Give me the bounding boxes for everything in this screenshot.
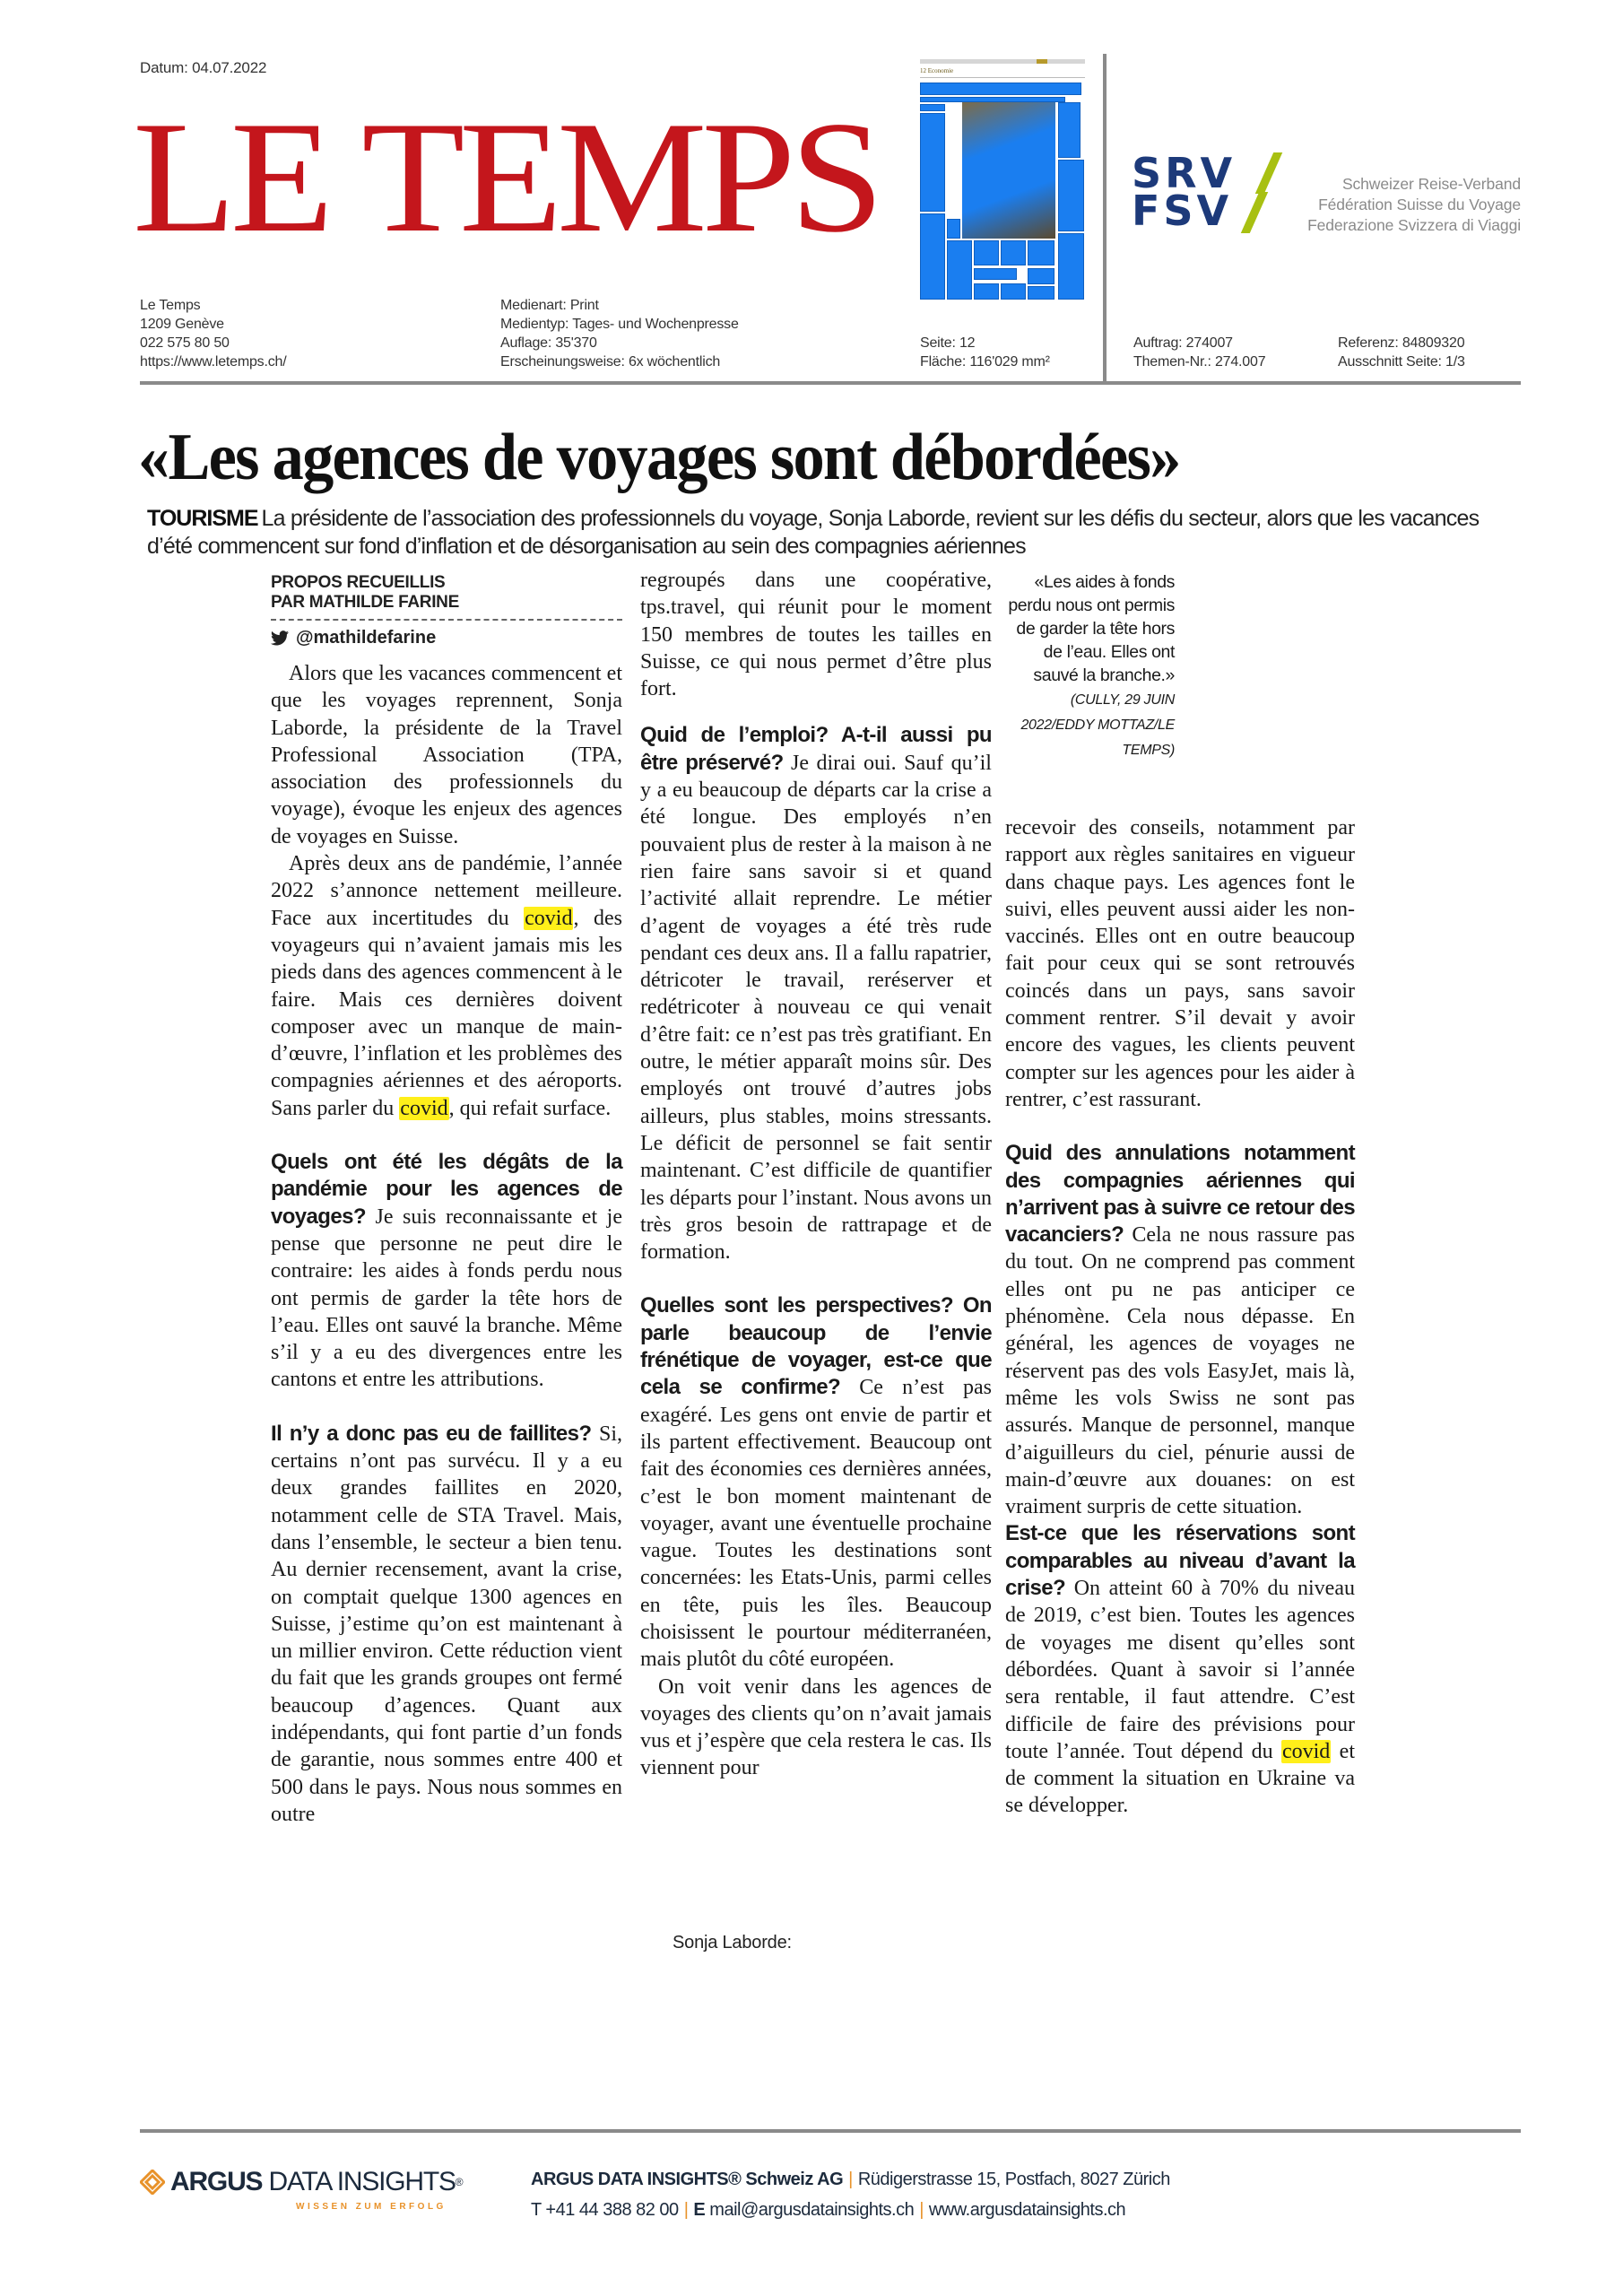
answer: Je suis reconnaissante et je pense que personne ne peut dire le contraire: les aides à fonds perdu nous ont permis de garder la tête hors de l’eau. Elles ont sauvé la branche. Même s’il y a eu des divergences entre les cantons et entre les attributions. (271, 1205, 622, 1392)
interviewee-signature: Sonja Laborde: (673, 1933, 792, 1952)
byline: PROPOS RECUEILLIS PAR MATHILDE FARINE (271, 573, 459, 612)
paragraph: On voit venir dans les agences de voyages des clients qu’on n’avait jamais vus et j’espère que cela restera le cas. Ils viennent pour (640, 1674, 992, 1780)
answer: Je dirai oui. Sauf qu’il y a eu beaucoup de départs car la crise a été longue. Des employés n’en pouvaient plus de rester à la maison à ne rien faire sans savoir si et quand l’activité allait reprendre. Le métier d’agent de voyages a été très rude pendant ces deux ans. Il a fallu rapatrier, détricoter le travail, reréserver et redétricoter à nouveau ce qui venait d’être fait: ce n’est pas très gratifiant. En outre, le métier apparaît moins sûr. Des employés ont trouvé d’autres jobs ailleurs, plus stables, moins stressants. Le déficit de personnel se fait sentir maintenant. C’est difficile de quantifier les départs pour l’instant. Nous avons un très gros besoin de rattrapage et de formation. (640, 751, 992, 1265)
thumbnail-headline-block (920, 83, 1081, 95)
answer: Si, certains n’ont pas survécu. Il y a eu deux grandes faillites en 2020, notamment celle de STA Travel. Mais, dans l’ensemble, le secteur a bien tenu. Au dernier recensement, avant la crise, on comptait quelque 1300 agences en Suisse, j’estime qu’on est maintenant à un millier environ. Cette réduction vient du fait que les grands groupes ont fermé beaucoup d’agences. Quant aux indépendants, qui font partie d’un fonds de garantie, nous sommes entre 400 et 500 dans le pays. Nous nous sommes en outre (271, 1422, 623, 1826)
qa-perspectives (640, 1292, 992, 1673)
thumbnail-page-label: 12 Economie (920, 67, 954, 74)
answer: Cela ne nous rassure pas du tout. On ne comprend pas comment elles ont pu ne pas anticiper ce phénomène. Cela nous dépasse. En général, les agences de voyages ne réservent pas des vols EasyJet, mais là, même les vols Swiss ne sont pas assurés. Manque de personnel, manque d’aiguilleurs du ciel, pénurie aussi de main-d’œuvre aux douanes: on est vraiment surpris de cette situation. (1005, 1223, 1355, 1519)
intro-paragraph: Alors que les vacances commencent et que les voyages reprennent, Sonja Laborde, la présidente de la Travel Professional Association (TPA, association des professionnels du voyage), évoque les enjeux des agences de voyages en Suisse. (271, 662, 622, 848)
question: Quid des annulations notamment des compagnies aériennes qui n’arrivent pas à suivre ce retour des vacanciers? (1005, 1141, 1355, 1248)
media-info (500, 296, 739, 371)
qa-bookings: Est-ce que les réservations sont comparables au niveau d’avant la crise? On atteint 60 à 70% du niveau de 2019, c’est bien. Toutes les agences de voyages me disent qu’elles sont débordées. Quant à savoir si l’année sera rentable, il faut attendre. C’est difficile de faire des prévisions pour toute l’année. Tout dépend du covid et de comment la situation en Ukraine va se développer. (1005, 1521, 1355, 1818)
author-twitter[interactable] (271, 626, 436, 649)
article-column-3 (1005, 814, 1355, 1820)
argus-tagline: WISSEN ZUM ERFOLG (296, 2202, 447, 2212)
article-column-2 (640, 567, 992, 1782)
srv-association-names: Schweizer Reise-Verband Fédération Suisse du Voyage Federazione Svizzera di Viaggi (1307, 175, 1521, 234)
footer-company: ARGUS DATA INSIGHTS® Schweiz AG (531, 2170, 844, 2189)
media-category: Medientyp: Tages- und Wochenpresse (500, 317, 739, 332)
footer-rule (140, 2129, 1521, 2133)
argus-diamond-icon (140, 2170, 165, 2195)
question: Quels ont été les dégâts de la pandémie pour les agences de voyages? (271, 1150, 622, 1229)
footer-email[interactable]: mail@argusdatainsights.ch (709, 2200, 915, 2220)
srv-logo-line1: SRV (1132, 149, 1237, 197)
publication-logo: LE TEMPS (133, 88, 879, 265)
footer-contact-line: T +41 44 388 82 00 | E mail@argusdatainsights.ch | www.argusdatainsights.ch (531, 2200, 1126, 2220)
question: Quelles sont les perspectives? On parle beaucoup de l’envie frénétique de voyager, est-ce que cela se confirme? (640, 1293, 992, 1400)
reference-number: Referenz: 84809320 (1338, 335, 1465, 351)
context-paragraph: Après deux ans de pandémie, l’année 2022 s’annonce nettement meilleure. Face aux incertitudes du covid, des voyageurs qui n’avaient jamais mis les pieds dans des agences commencent à le faire. Mais ces dernières doivent composer avec un manque de main-d’œuvre, l’inflation et les problèmes des compagnies aériennes et des aéroports. Sans parler du covid, qui refait surface. (271, 852, 622, 1120)
question: Il n’y a donc pas eu de faillites? (271, 1421, 592, 1446)
footer-website[interactable]: www.argusdatainsights.ch (928, 2200, 1126, 2220)
qa-bankruptcies (271, 1421, 622, 1828)
thumbnail-top-bar (920, 59, 1085, 64)
reference-info (1338, 334, 1465, 371)
article-dek (147, 505, 1506, 561)
topic-number: Themen-Nr.: 274.007 (1133, 354, 1266, 370)
publisher-url[interactable]: https://www.letemps.ch/ (140, 354, 287, 370)
publisher-info (140, 296, 286, 371)
page-thumbnail[interactable] (920, 59, 1085, 310)
footer-address: Rüdigerstrasse 15, Postfach, 8027 Zürich (857, 2170, 1170, 2189)
twitter-handle: @mathildefarine (296, 628, 437, 648)
photo-caption (1004, 570, 1175, 762)
media-circulation: Auflage: 35'370 (500, 335, 597, 351)
order-number: Auftrag: 274007 (1133, 335, 1233, 351)
page-area: Fläche: 116'029 mm² (920, 354, 1050, 370)
media-frequency: Erscheinungsweise: 6x wöchentlich (500, 354, 721, 370)
question: Est-ce que les réservations sont comparables au niveau d’avant la crise? (1005, 1521, 1355, 1601)
highlighted-term: covid (400, 1096, 448, 1120)
thumbnail-col1-block (920, 113, 945, 212)
publisher-phone: 022 575 80 50 (140, 335, 230, 351)
argus-logo: ARGUS DATA INSIGHTS® (140, 2169, 462, 2196)
footer-company-line: ARGUS DATA INSIGHTS® Schweiz AG | Rüdigerstrasse 15, Postfach, 8027 Zürich (531, 2170, 1170, 2189)
page-number: Seite: 12 (920, 335, 976, 351)
media-type: Medienart: Print (500, 298, 599, 313)
article-column-1 (271, 660, 622, 1828)
question: Quid de l’emploi? A-t-il aussi pu être préservé? (640, 723, 992, 775)
order-info (1133, 334, 1265, 371)
byline-divider (271, 619, 622, 621)
article-headline: «Les agences de voyages sont débordées» (138, 421, 1180, 494)
photo-credit: (CULLY, 29 JUIN 2022/EDDY MOTTAZ/LE TEMPS) (1020, 692, 1175, 758)
qa-damage (271, 1149, 622, 1394)
answer-continued: regroupés dans une coopérative, tps.travel, qui réunit pour le moment 150 membres de toutes les tailles en Suisse, ce qui nous permet d’être plus fort. (640, 569, 992, 701)
document-date: Datum: 04.07.2022 (140, 59, 267, 76)
article-kicker: TOURISME (147, 506, 258, 531)
footer-phone[interactable]: +41 44 388 82 00 (545, 2200, 679, 2220)
qa-cancellations (1005, 1140, 1355, 1520)
highlighted-term: covid (525, 906, 573, 930)
caption-quote: «Les aides à fonds perdu nous ont permis de garder la tête hors de l’eau. Elles ont sauvé la branche.» (1008, 572, 1175, 685)
answer: Ce n’est pas exagéré. Les gens ont envie de partir et ils partent effectivement. Beaucoup ont fait des économies ces dernières années, c’est le bon moment maintenant de voyager, avant une éventuelle prochaine vague. Toutes les destinations sont concernées: les Etats-Unis, parmi celles en tête, puis les îles. Beaucoup choisissent le pourtour méditerranéen, mais plutôt du côté européen. (640, 1376, 992, 1672)
qa-employment (640, 722, 992, 1265)
twitter-icon (271, 631, 289, 646)
highlighted-term: covid (1281, 1739, 1331, 1763)
page-info (920, 334, 1050, 371)
srv-logo-line2: FSV (1132, 187, 1233, 235)
thumbnail-photo (962, 102, 1055, 239)
answer-continued: recevoir des conseils, notamment par rapport aux règles sanitaires en vigueur dans chaque pays. Les agences font le suivi, elles peuvent aussi aider les non-vaccinés. Elles ont en outre beaucoup fait pour ceux qui se sont retrouvés coincés dans un pays, sans savoir comment rentrer. S’il devait y avoir encore des vagues, les clients peuvent compter sur les agences pour les aider à rentrer, c’est rassurant. (1005, 816, 1355, 1111)
srv-fsv-logo (1132, 149, 1295, 235)
article-dek-text: La présidente de l’association des professionnels du voyage, Sonja Laborde, revient sur les défis du secteur, alors que les vacances d’été commencent sur fond d’inflation et de désorganisation au sein des compagnies aériennes (147, 506, 1480, 559)
publisher-name: Le Temps (140, 298, 201, 313)
header-vertical-divider (1103, 54, 1107, 383)
header-rule (140, 381, 1521, 385)
clip-page: Ausschnitt Seite: 1/3 (1338, 354, 1465, 370)
publisher-city: 1209 Genève (140, 317, 224, 332)
